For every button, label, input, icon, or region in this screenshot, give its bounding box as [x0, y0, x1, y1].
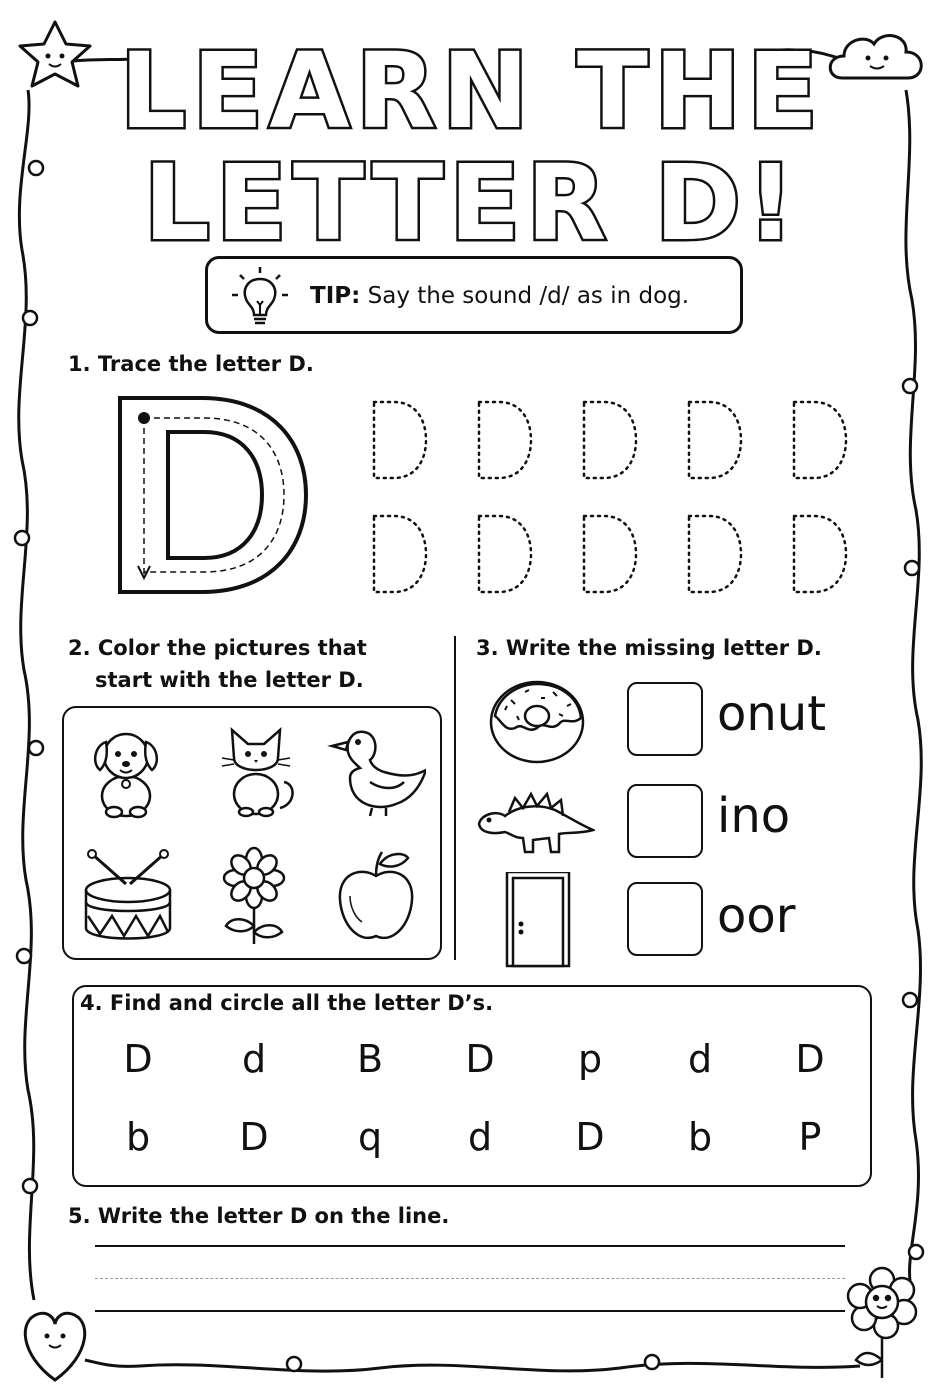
- column-divider: [454, 636, 456, 960]
- find-letter[interactable]: D: [123, 1037, 153, 1081]
- cat-icon[interactable]: [204, 720, 304, 820]
- find-letter[interactable]: D: [795, 1037, 825, 1081]
- door-icon: [475, 872, 595, 968]
- tip-label: TIP:: [310, 283, 361, 309]
- missing-letter-box-3[interactable]: [627, 882, 703, 956]
- find-letter[interactable]: p: [577, 1037, 603, 1081]
- section3-title: 3. Write the missing letter D.: [476, 636, 822, 660]
- find-letter[interactable]: P: [798, 1115, 822, 1159]
- section2-title-line2: start with the letter D.: [95, 668, 364, 692]
- missing-letter-box-1[interactable]: [627, 682, 703, 756]
- dinosaur-icon: [475, 778, 595, 868]
- trace-letter-d[interactable]: [368, 398, 430, 482]
- word-row-door: [475, 872, 875, 962]
- big-letter-d-icon: [112, 390, 312, 600]
- find-letter[interactable]: D: [239, 1115, 269, 1159]
- trace-letter-d[interactable]: [473, 512, 535, 596]
- word-suffix-3: oor: [717, 888, 796, 944]
- section2-title-line1: 2. Color the pictures that: [68, 636, 367, 660]
- find-letter[interactable]: d: [241, 1037, 267, 1081]
- tip-box: [205, 256, 743, 334]
- trace-letter-d[interactable]: [578, 398, 640, 482]
- section4-title: 4. Find and circle all the letter D’s.: [80, 991, 494, 1015]
- writing-line-bottom[interactable]: [95, 1310, 845, 1312]
- trace-letter-d[interactable]: [578, 512, 640, 596]
- donut-icon: [475, 676, 595, 766]
- duck-icon[interactable]: [326, 720, 426, 820]
- word-suffix-1: onut: [717, 686, 827, 742]
- lightbulb-icon: [230, 265, 290, 329]
- flower-icon[interactable]: [204, 846, 304, 946]
- find-letter[interactable]: b: [125, 1115, 151, 1159]
- section5-title: 5. Write the letter D on the line.: [68, 1204, 450, 1228]
- find-letter[interactable]: D: [575, 1115, 605, 1159]
- tip-text: [310, 283, 689, 309]
- page-title-line1: LEARN THE: [119, 30, 825, 152]
- find-letters-box: [72, 985, 872, 1187]
- page-title-line2: LETTER D!: [143, 142, 801, 264]
- missing-letter-box-2[interactable]: [627, 784, 703, 858]
- writing-line-top[interactable]: [95, 1245, 845, 1247]
- trace-letter-d[interactable]: [683, 512, 745, 596]
- find-letter[interactable]: b: [687, 1115, 713, 1159]
- writing-line-middle[interactable]: [95, 1278, 845, 1279]
- find-letter[interactable]: q: [357, 1115, 383, 1159]
- find-letter[interactable]: B: [356, 1037, 384, 1081]
- tip-message: Say the sound /d/ as in dog.: [360, 283, 690, 309]
- trace-letter-d[interactable]: [788, 512, 850, 596]
- find-letter[interactable]: d: [687, 1037, 713, 1081]
- trace-letter-d[interactable]: [368, 512, 430, 596]
- find-letter[interactable]: D: [465, 1037, 495, 1081]
- flower-icon: [848, 1268, 916, 1378]
- find-letter[interactable]: d: [467, 1115, 493, 1159]
- word-row-dino: [475, 778, 875, 868]
- trace-letter-d[interactable]: [683, 398, 745, 482]
- word-suffix-2: ino: [717, 788, 791, 844]
- trace-letter-d[interactable]: [473, 398, 535, 482]
- drum-icon[interactable]: [78, 846, 178, 946]
- section1-title: 1. Trace the letter D.: [68, 352, 314, 376]
- apple-icon[interactable]: [326, 846, 426, 946]
- word-row-donut: [475, 676, 875, 766]
- trace-letter-d[interactable]: [788, 398, 850, 482]
- heart-icon: [25, 1313, 84, 1380]
- pictures-box: [62, 706, 442, 960]
- dog-icon[interactable]: [78, 720, 178, 820]
